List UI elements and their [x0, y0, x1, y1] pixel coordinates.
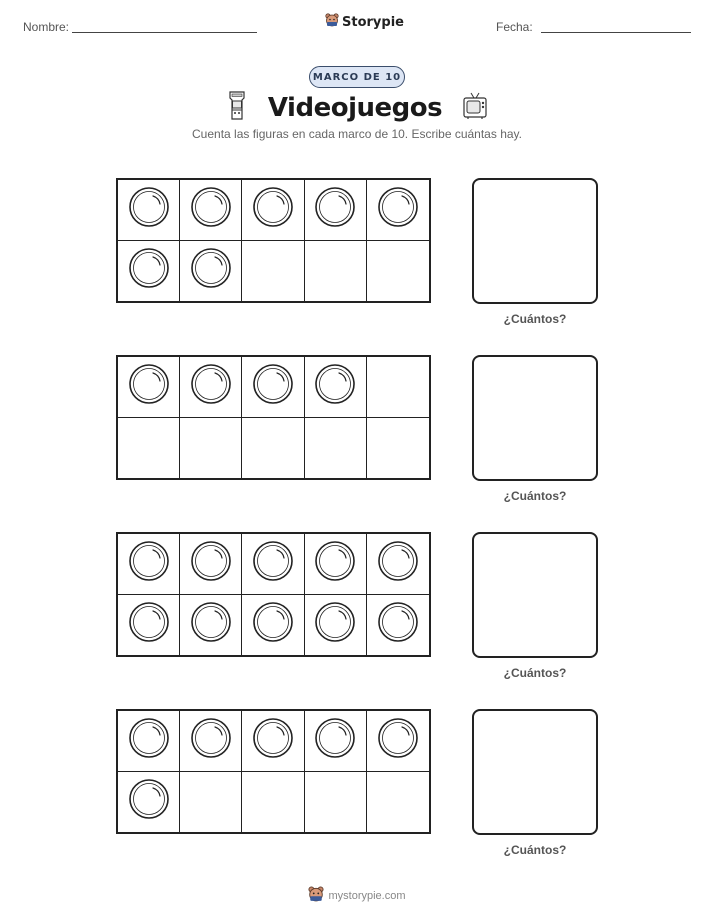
- circle-counter-icon: [377, 717, 419, 764]
- circle-counter-icon: [314, 186, 356, 233]
- frame-cell: [305, 595, 367, 656]
- circle-counter-icon: [252, 540, 294, 587]
- frame-cell: [367, 711, 429, 772]
- answer-label: ¿Cuántos?: [503, 489, 567, 503]
- answer-label: ¿Cuántos?: [503, 843, 567, 857]
- circle-counter-icon: [190, 363, 232, 410]
- instructions: Cuenta las figuras en cada marco de 10. Escribe cuántas hay.: [192, 127, 522, 141]
- circle-counter-icon: [190, 717, 232, 764]
- brand-name: Storypie: [342, 14, 404, 30]
- circle-counter-icon: [314, 540, 356, 587]
- frame-cell: [180, 357, 242, 418]
- answer-box[interactable]: [472, 355, 598, 481]
- frame-cell: [118, 595, 180, 656]
- date-label: Fecha:: [496, 20, 533, 34]
- frame-cell: [367, 772, 429, 833]
- circle-counter-icon: [128, 717, 170, 764]
- frame-cell: [180, 534, 242, 595]
- answer-box[interactable]: [472, 178, 598, 304]
- frame-cell: [242, 180, 304, 241]
- name-line[interactable]: [72, 32, 257, 33]
- circle-counter-icon: [252, 601, 294, 648]
- circle-counter-icon: [128, 778, 170, 825]
- frame-cell: [180, 418, 242, 479]
- circle-counter-icon: [377, 540, 419, 587]
- frame-cell: [305, 180, 367, 241]
- answer-label: ¿Cuántos?: [503, 666, 567, 680]
- circle-counter-icon: [190, 186, 232, 233]
- frame-cell: [305, 418, 367, 479]
- circle-counter-icon: [314, 601, 356, 648]
- frame-cell: [118, 711, 180, 772]
- frame-cell: [242, 534, 304, 595]
- circle-counter-icon: [128, 247, 170, 294]
- frame-cell: [242, 772, 304, 833]
- circle-counter-icon: [128, 363, 170, 410]
- worksheet-type-badge: MARCO DE 10: [309, 66, 405, 88]
- ten-frame: [116, 355, 431, 480]
- circle-counter-icon: [252, 186, 294, 233]
- bear-mascot-icon: [308, 886, 324, 905]
- circle-counter-icon: [377, 601, 419, 648]
- frame-cell: [242, 711, 304, 772]
- frame-cell: [180, 595, 242, 656]
- ten-frame: [116, 709, 431, 834]
- ten-frame: [116, 532, 431, 657]
- page-title: Videojuegos: [267, 93, 443, 123]
- title-row: [0, 90, 714, 126]
- name-label: Nombre:: [23, 20, 70, 34]
- frame-cell: [367, 357, 429, 418]
- frame-cell: [305, 534, 367, 595]
- circle-counter-icon: [252, 363, 294, 410]
- frame-cell: [367, 418, 429, 479]
- frame-cell: [118, 241, 180, 302]
- frame-cell: [118, 772, 180, 833]
- answer-box[interactable]: [472, 709, 598, 835]
- circle-counter-icon: [314, 717, 356, 764]
- circle-counter-icon: [128, 540, 170, 587]
- circle-counter-icon: [190, 247, 232, 294]
- footer-url: mystorypie.com: [328, 889, 406, 902]
- frame-cell: [180, 711, 242, 772]
- frame-cell: [305, 241, 367, 302]
- circle-counter-icon: [377, 186, 419, 233]
- retro-tv-icon: [462, 92, 488, 125]
- frame-cell: [242, 241, 304, 302]
- frame-cell: [180, 772, 242, 833]
- frame-cell: [242, 357, 304, 418]
- frame-cell: [180, 180, 242, 241]
- circle-counter-icon: [252, 717, 294, 764]
- answer-label: ¿Cuántos?: [503, 312, 567, 326]
- frame-cell: [367, 595, 429, 656]
- footer: [0, 886, 714, 905]
- frame-cell: [242, 595, 304, 656]
- arcade-cabinet-icon: [226, 91, 248, 126]
- frame-cell: [367, 534, 429, 595]
- brand-logo: [325, 13, 404, 31]
- frame-cell: [118, 180, 180, 241]
- circle-counter-icon: [190, 601, 232, 648]
- frame-cell: [118, 357, 180, 418]
- frame-cell: [180, 241, 242, 302]
- frame-cell: [242, 418, 304, 479]
- circle-counter-icon: [128, 601, 170, 648]
- frame-cell: [118, 418, 180, 479]
- circle-counter-icon: [314, 363, 356, 410]
- answer-box[interactable]: [472, 532, 598, 658]
- frame-cell: [367, 180, 429, 241]
- bear-mascot-icon: [325, 13, 339, 31]
- ten-frame: [116, 178, 431, 303]
- frame-cell: [367, 241, 429, 302]
- circle-counter-icon: [128, 186, 170, 233]
- frame-cell: [305, 357, 367, 418]
- date-line[interactable]: [541, 32, 691, 33]
- frame-cell: [118, 534, 180, 595]
- frame-cell: [305, 711, 367, 772]
- frame-cell: [305, 772, 367, 833]
- circle-counter-icon: [190, 540, 232, 587]
